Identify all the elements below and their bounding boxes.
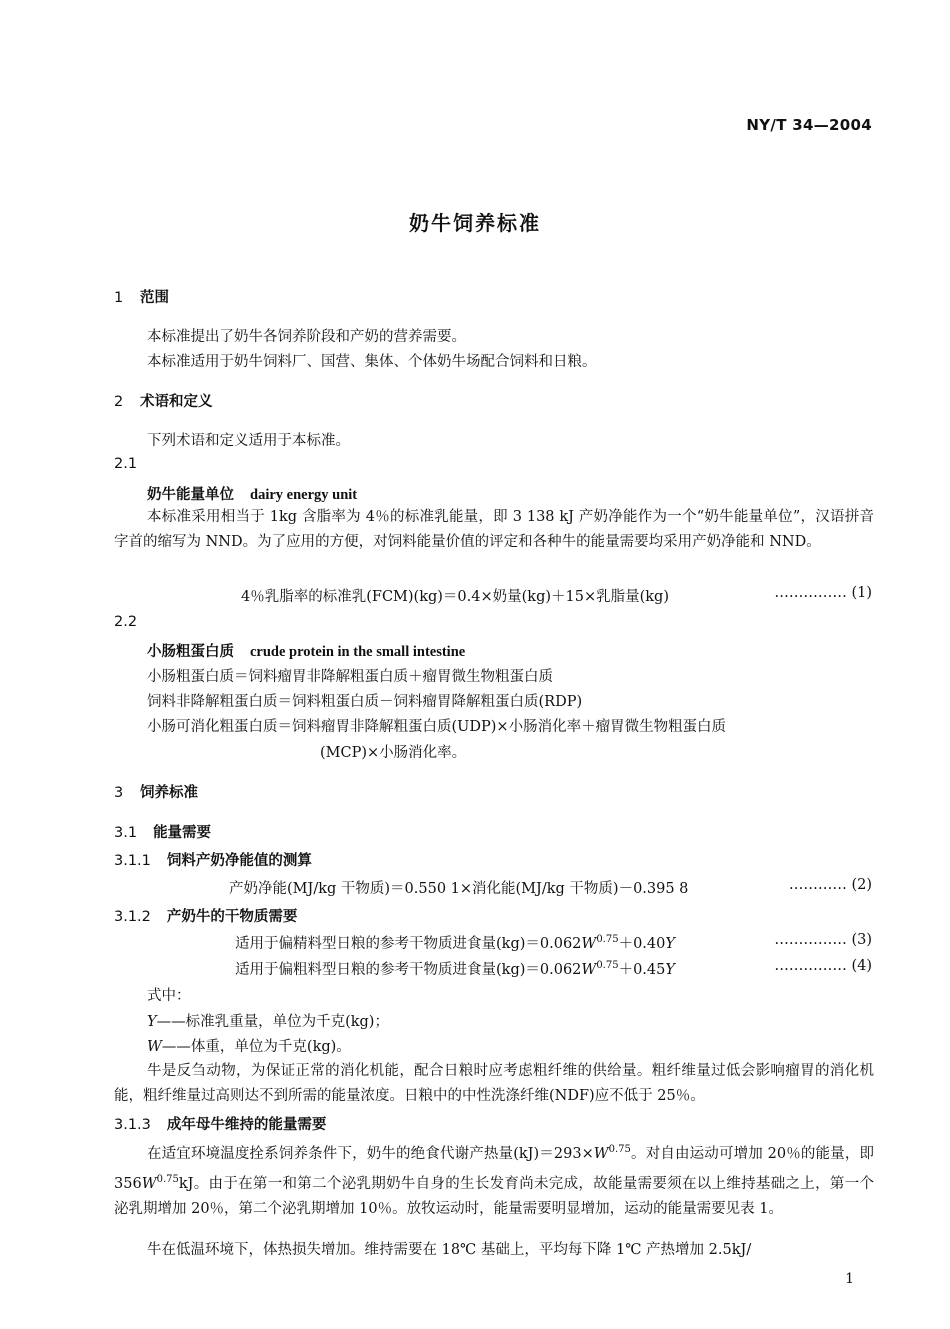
paragraph-text: kJ。由于在第一和第二个泌乳期奶牛自身的生长发育尚未完成，故能量需要须在以上维持基础之上，第一个泌乳期增加 20％，第二个泌乳期增加 10％。放牧运动时，能量需要明显增加，运动的能量需要见表 1。 <box>114 1175 874 1217</box>
where-label: 式中： <box>147 988 191 1004</box>
subsection-3-1-1-heading <box>114 849 312 870</box>
section-number: 3.1.2 <box>114 909 151 925</box>
variable-y-definition <box>147 1010 389 1031</box>
subsection-3-1-3-heading <box>114 1113 326 1134</box>
term-english: crude protein in the small intestine <box>250 644 466 660</box>
section-1-heading <box>114 286 169 307</box>
equation-3-number: …………… (3) <box>774 932 872 948</box>
equation-3 <box>235 932 675 953</box>
symbol-y: Y <box>665 936 675 952</box>
section-number: 2 <box>114 394 124 410</box>
exponent: 0.75 <box>608 1144 631 1155</box>
maintenance-energy-paragraph <box>114 1137 874 1222</box>
nnd-definition-paragraph: 本标准采用相当于 1kg 含脂率为 4％的标准乳能量，即 3 138 kJ 产奶净能作为一个“奶牛能量单位”，汉语拼音字首的缩写为 NND。为了应用的方便，对饲料能量价值的评定和各种牛的能量需要均采用产奶净能和 NND。 <box>114 509 874 550</box>
protein-formula-1: 小肠粗蛋白质＝饲料瘤胃非降解粗蛋白质＋瘤胃微生物粗蛋白质 <box>147 669 553 685</box>
symbol-y: Y <box>665 962 675 978</box>
section-title: 成年母牛维持的能量需要 <box>166 1117 327 1133</box>
section-title: 饲料产奶净能值的测算 <box>166 853 312 869</box>
section-number: 3.1.1 <box>114 853 151 869</box>
section-title: 范围 <box>140 290 169 306</box>
clause-2-2-number: 2.2 <box>114 614 138 630</box>
term-chinese: 小肠粗蛋白质 <box>147 644 234 660</box>
page-number: 1 <box>845 1271 854 1287</box>
exponent: 0.75 <box>596 934 619 946</box>
document-title: 奶牛饲养标准 <box>409 211 541 235</box>
equation-2-number: ………… (2) <box>788 877 872 893</box>
terms-intro: 下列术语和定义适用于本标准。 <box>147 433 350 449</box>
symbol-w: W <box>593 1145 609 1162</box>
equation-4-coef: ＋0.45 <box>618 962 666 978</box>
term-english: dairy energy unit <box>250 487 358 503</box>
equation-4 <box>235 958 675 979</box>
definition-text: ——标准乳重量，单位为千克(kg)； <box>156 1014 389 1030</box>
protein-formula-3: 小肠可消化粗蛋白质＝饲料瘤胃非降解粗蛋白质(UDP)×小肠消化率＋瘤胃微生物粗蛋白质 <box>147 719 727 735</box>
section-2-heading <box>114 390 213 411</box>
paragraph-text: 。对自由运动可增加 20％的能量，即 356 <box>114 1145 874 1192</box>
scope-paragraph-1: 本标准提出了奶牛各饲养阶段和产奶的营养需要。 <box>147 329 466 345</box>
protein-formula-2: 饲料非降解粗蛋白质＝饲料粗蛋白质－饲料瘤胃降解粗蛋白质(RDP) <box>147 694 583 710</box>
equation-3-coef: ＋0.40 <box>618 936 666 952</box>
equation-3-text: 适用于偏精料型日粮的参考干物质进食量(kg)＝0.062 <box>235 936 582 952</box>
equation-1: 4％乳脂率的标准乳(FCM)(kg)＝0.4×奶量(kg)＋15×乳脂量(kg) <box>241 589 669 605</box>
symbol-w: W <box>581 936 597 952</box>
symbol-w: W <box>141 1175 157 1192</box>
scope-paragraph-2: 本标准适用于奶牛饲料厂、国营、集体、个体奶牛场配合饲料和日粮。 <box>147 354 597 370</box>
section-number: 3.1 <box>114 825 138 841</box>
section-number: 3 <box>114 785 124 801</box>
equation-2: 产奶净能(MJ/kg 干物质)＝0.550 1×消化能(MJ/kg 干物质)－0.395 8 <box>229 881 689 897</box>
symbol-y: Y <box>147 1014 157 1030</box>
equation-1-number: …………… (1) <box>774 585 872 601</box>
definition-text: ——体重，单位为千克(kg)。 <box>161 1039 351 1055</box>
paragraph-text: 在适宜环境温度拴系饲养条件下，奶牛的绝食代谢产热量(kJ)＝293× <box>147 1145 594 1162</box>
section-number: 1 <box>114 290 124 306</box>
exponent: 0.75 <box>156 1173 179 1185</box>
clause-2-1-number: 2.1 <box>114 456 138 472</box>
section-3-heading <box>114 781 198 802</box>
section-number: 3.1.3 <box>114 1117 151 1133</box>
section-title: 产奶牛的干物质需要 <box>166 909 298 925</box>
fiber-paragraph: 牛是反刍动物，为保证正常的消化机能，配合日粮时应考虑粗纤维的供给量。粗纤维量过低会影响瘤胃的消化机能，粗纤维量过高则达不到所需的能量浓度。日粮中的中性洗涤纤维(NDF)应不低于 25％。 <box>114 1063 874 1104</box>
subsection-3-1-2-heading <box>114 905 297 926</box>
term-2-1 <box>147 483 357 504</box>
low-temperature-paragraph: 牛在低温环境下，体热损失增加。维持需要在 18℃ 基础上，平均每下降 1℃ 产热增加 2.5kJ/ <box>147 1242 752 1258</box>
section-title: 饲养标准 <box>140 785 198 801</box>
subsection-3-1-heading <box>114 821 211 842</box>
variable-w-definition <box>147 1035 351 1056</box>
symbol-w: W <box>147 1039 162 1055</box>
standard-code: NY/T 34—2004 <box>746 116 872 134</box>
symbol-w: W <box>581 962 597 978</box>
equation-4-number: …………… (4) <box>774 958 872 974</box>
equation-4-text: 适用于偏粗料型日粮的参考干物质进食量(kg)＝0.062 <box>235 962 582 978</box>
protein-formula-3-continued: (MCP)×小肠消化率。 <box>320 745 467 761</box>
section-title: 能量需要 <box>153 825 212 841</box>
section-title: 术语和定义 <box>140 394 213 410</box>
term-chinese: 奶牛能量单位 <box>147 487 234 503</box>
term-2-2 <box>147 640 465 661</box>
exponent: 0.75 <box>596 960 619 972</box>
